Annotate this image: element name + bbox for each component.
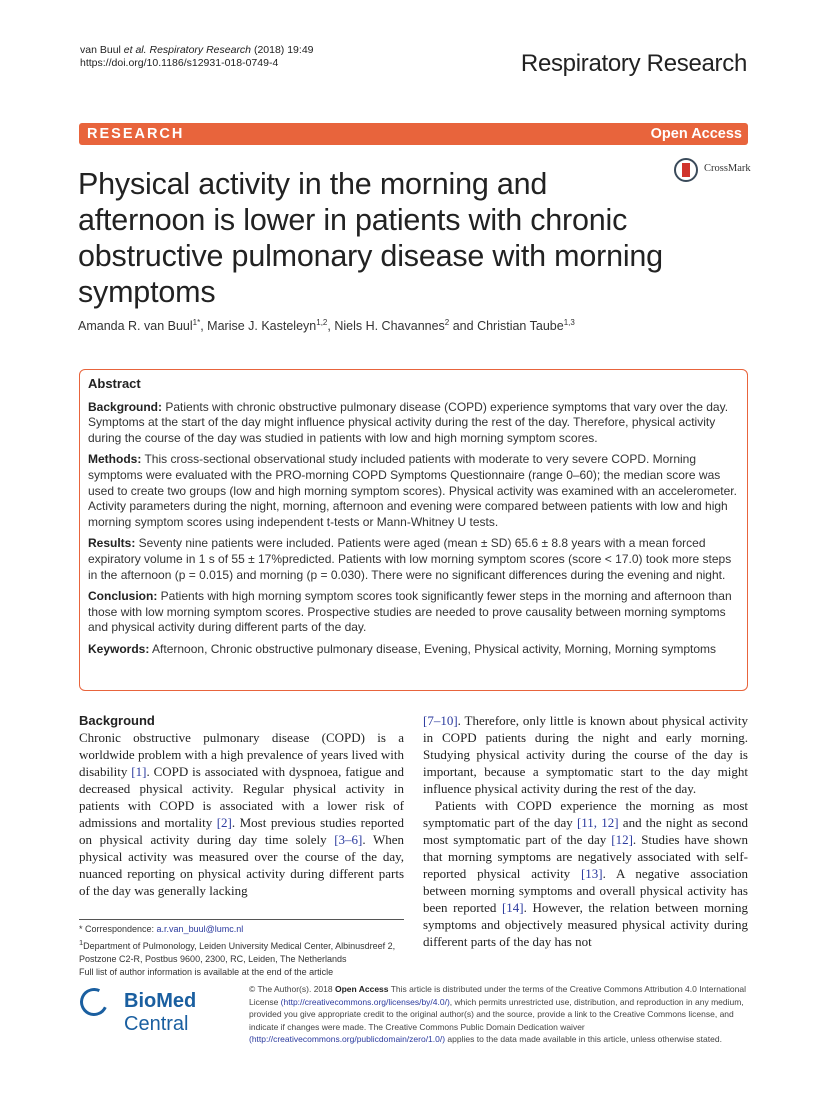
citation-journal: Respiratory Research (149, 44, 252, 56)
section-heading-background: Background (79, 713, 155, 728)
affiliation (79, 936, 409, 966)
author-info-note: Full list of author information is available at the end of the article (79, 967, 334, 977)
body-paragraph (423, 797, 748, 950)
bmc-logo-text (124, 990, 240, 1036)
footnotes (79, 923, 409, 979)
body-right-column (423, 712, 748, 950)
cc-zero-link[interactable]: (http://creativecommons.org/publicdomain/zero/1.0/) (249, 1034, 446, 1044)
body-text: . When physical activity was measured over the course of the day, nuanced reporting on physical activity during different parts of the day was generally lacking (79, 832, 404, 898)
license-notice (249, 983, 754, 1046)
section-label: Conclusion: (88, 589, 158, 604)
citation-link[interactable]: [14] (501, 900, 524, 915)
citation-header (80, 44, 314, 70)
doi-link[interactable]: https://doi.org/10.1186/s12931-018-0749-4 (80, 57, 279, 69)
abstract-heading: Abstract (88, 376, 141, 391)
crossmark-button[interactable] (674, 158, 764, 186)
abstract-results (88, 536, 740, 583)
body-text: . COPD is associated with dyspnoea, fatigue and decreased physical activity. Regular physical activity in patients with COPD is associated with a lower risk of admissions and mortality (79, 764, 405, 830)
cc-by-link[interactable]: (http://creativecommons.org/licenses/by/4.0/) (280, 996, 450, 1007)
citation-link[interactable]: [3–6] (334, 832, 363, 847)
license-text: applies to the data made available in this article, unless otherwise stated. (445, 1034, 722, 1044)
correspondence-email-link[interactable]: a.r.van_buul@lumc.nl (156, 924, 244, 934)
body-text: . Studies have shown that morning symptoms are negatively associated with self-reported physical activity (423, 832, 748, 881)
author[interactable]: Niels H. Chavannes (334, 319, 445, 334)
body-paragraph (79, 729, 404, 899)
abstract-keywords (88, 642, 740, 658)
body-paragraph (423, 712, 748, 797)
author-affiliation: 2 (444, 318, 450, 327)
abstract-background (88, 400, 740, 447)
abstract-box (79, 369, 748, 691)
author[interactable]: Christian Taube (477, 319, 564, 334)
author-separator: , (327, 319, 335, 334)
citation-author: van Buul (80, 44, 121, 56)
body-text: . Therefore, only little is known about physical activity in COPD patients during the night and early morning. Studying physical activity during the course of the day is important, because a symptomatic start to the day might influence physical activity during the rest of the day. (423, 713, 748, 796)
citation-link[interactable]: [1] (131, 764, 147, 779)
author[interactable]: Marise J. Kasteleyn (207, 319, 317, 334)
citation-link[interactable]: [2] (216, 815, 232, 830)
citation-volume: (2018) 19:49 (253, 44, 314, 56)
body-text: Chronic obstructive pulmonary disease (COPD) is a worldwide problem with a high prevalence of years lived with disability (79, 730, 404, 779)
author-affiliation: 1* (192, 318, 201, 327)
biomed-central-logo[interactable] (80, 986, 240, 1035)
section-label: Background: (88, 399, 163, 414)
body-left-column (79, 712, 404, 899)
affiliation-number: 1 (79, 938, 84, 947)
body-text: . Most previous studies reported on physical activity during day time solely (79, 815, 404, 847)
author[interactable]: Amanda R. van Buul (78, 319, 193, 334)
section-text: Afternoon, Chronic obstructive pulmonary disease, Evening, Physical activity, Morning, Morning symptoms (149, 641, 717, 656)
open-access-bold: Open Access (334, 984, 389, 994)
article-type-label: RESEARCH (87, 126, 185, 142)
author-affiliation: 1,3 (563, 318, 575, 327)
bmc-logo-rest: Central (124, 1013, 189, 1035)
license-text: , which permits unrestricted use, distribution, and reproduction in any medium, provided you give appropriate credit to the original author(s) and the source, provide a link to the Creative Commons license, and indicate if changes were made. The Creative Commons Public Domain Dedication waiver (249, 996, 744, 1032)
correspondence-label: * Correspondence: (79, 924, 157, 934)
crossmark-label: CrossMark (704, 163, 751, 174)
citation-line (80, 44, 314, 57)
abstract-methods (88, 452, 740, 530)
footnote-divider (79, 919, 404, 920)
section-text: Patients with high morning symptom scores took significantly fewer steps in the morning and afternoon than those with low morning symptom scores. Prospective studies are needed to prove causality between morning symptoms and physical activity during different parts of the day. (88, 589, 732, 635)
abstract-conclusion (88, 589, 740, 636)
article-type-banner (79, 123, 748, 145)
section-label: Methods: (88, 452, 142, 467)
author-list (78, 318, 575, 333)
license-text: This article is distributed under the terms of the Creative Commons Attribution 4.0 International License (249, 984, 747, 1007)
body-text: . However, the relation between morning symptoms and objectively measured physical activity during different parts of the day has not (423, 900, 748, 949)
citation-link[interactable]: [7–10] (423, 713, 458, 728)
citation-etal: et al. (123, 44, 147, 56)
bmc-logo-bold: BioMed (124, 990, 197, 1012)
affiliation-text: Department of Pulmonology, Leiden University Medical Center, Albinusdreef 2, Postzone C2-R, Postbus 9600, 2300, RC, Leiden, The Netherlands (79, 941, 396, 964)
correspondence (79, 923, 409, 936)
body-text: and the night as second most symptomatic part of the day (423, 815, 748, 847)
citation-link[interactable]: [12] (611, 832, 633, 847)
section-label: Keywords: (88, 641, 150, 656)
section-label: Results: (88, 536, 136, 551)
author-affiliation: 1,2 (316, 318, 328, 327)
copyright-text: © The Author(s). 2018 (249, 984, 335, 994)
author-separator: , (200, 319, 208, 334)
section-text: Seventy nine patients were included. Patients were aged (mean ± SD) 65.6 ± 8.8 years with a mean forced expiratory volume in 1 s of 55 ± 17%predicted. Patients with low morning symptom scores (score < 17.0) took more steps in the afternoon (p = 0.015) and morning (p = 0.030). There were no significant differences during the evening and night. (88, 536, 732, 582)
bmc-logo-icon (76, 984, 112, 1020)
journal-name: Respiratory Research (520, 50, 747, 77)
section-text: Patients with chronic obstructive pulmonary disease (COPD) experience symptoms that vary over the day. Symptoms at the start of the day might influence physical activity during the rest of the day. Therefore, physical activity during the course of the day was studied in patients with low and high morning symptom scores. (88, 399, 729, 445)
body-text: Patients with COPD experience the morning as most symptomatic part of the day (423, 798, 748, 830)
open-access-label: Open Access (650, 126, 742, 142)
citation-link[interactable]: [11, 12] (576, 815, 619, 830)
article-title: Physical activity in the morning and afternoon is lower in patients with chronic obstructive pulmonary disease with morning symptoms (78, 167, 663, 309)
body-text: . A negative association between morning symptoms and overall physical activity has been reported (423, 866, 748, 915)
citation-link[interactable]: [13] (580, 866, 603, 881)
author-separator: and (449, 319, 478, 334)
section-text: This cross-sectional observational study included patients with moderate to very severe COPD. Morning symptoms were evaluated with the PRO-morning COPD Symptoms Questionnaire (range 0–60); the median score was used to create two groups (low and high morning symptom scores). Physical activity was examined with an accelerometer. Activity parameters during the night, morning, afternoon and evening were compared between patients with low and high morning symptom scores using independent t-tests or Mann-Whitney U tests. (88, 452, 737, 529)
